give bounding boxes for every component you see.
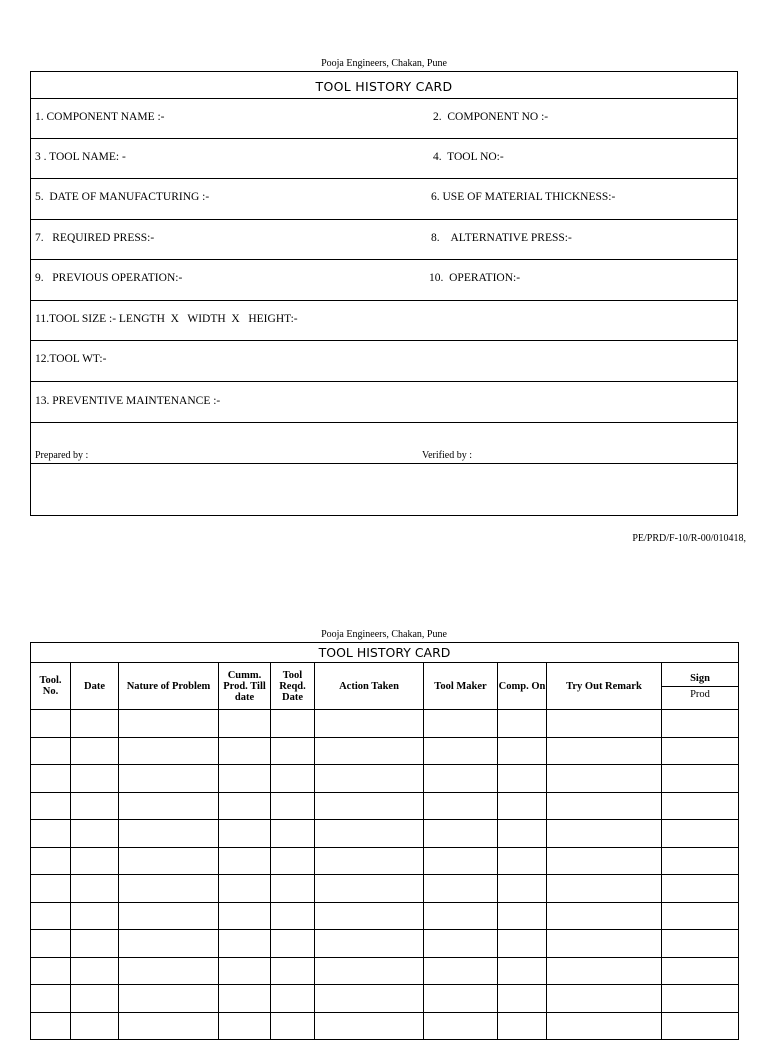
tool-size-label: 11.TOOL SIZE :- LENGTH X WIDTH X HEIGHT:-: [35, 313, 298, 325]
table-cell[interactable]: [424, 902, 498, 930]
table-cell[interactable]: [424, 847, 498, 875]
table-cell[interactable]: [31, 902, 71, 930]
table-cell[interactable]: [547, 957, 662, 985]
table-cell[interactable]: [219, 765, 271, 793]
table-cell[interactable]: [219, 820, 271, 848]
table-cell[interactable]: [219, 1012, 271, 1040]
table-cell[interactable]: [219, 985, 271, 1013]
sign-prod-subheader: Prod: [690, 689, 710, 700]
table-cell[interactable]: [219, 737, 271, 765]
table-cell[interactable]: [547, 930, 662, 958]
col-date: Date: [71, 663, 119, 710]
date-of-manufacturing-label: 5. DATE OF MANUFACTURING :-: [35, 191, 210, 203]
table-cell[interactable]: [424, 820, 498, 848]
table-cell[interactable]: [271, 902, 315, 930]
table-cell[interactable]: [662, 820, 739, 848]
table-cell[interactable]: [662, 957, 739, 985]
table-cell[interactable]: [219, 847, 271, 875]
table-cell[interactable]: [119, 820, 219, 848]
table-cell[interactable]: [662, 1012, 739, 1040]
table-cell[interactable]: [498, 930, 547, 958]
table-cell[interactable]: [424, 957, 498, 985]
table-cell[interactable]: [315, 710, 424, 738]
table-cell[interactable]: [119, 710, 219, 738]
table-row: [31, 710, 739, 738]
table-cell[interactable]: [315, 957, 424, 985]
table-cell[interactable]: [31, 792, 71, 820]
col-tool-maker: Tool Maker: [424, 663, 498, 710]
col-tool-no: Tool. No.: [31, 663, 71, 710]
table-cell[interactable]: [71, 820, 119, 848]
table-cell[interactable]: [424, 875, 498, 903]
table-cell[interactable]: [498, 737, 547, 765]
col-nature-of-problem: Nature of Problem: [119, 663, 219, 710]
table-cell[interactable]: [424, 792, 498, 820]
table-row: [31, 792, 739, 820]
table-cell[interactable]: [315, 792, 424, 820]
table-cell[interactable]: [547, 792, 662, 820]
table-row: [31, 1012, 739, 1040]
component-name-label: 1. COMPONENT NAME :-: [35, 111, 165, 123]
table-cell[interactable]: [271, 957, 315, 985]
form-row-3: [31, 178, 737, 220]
table-cell[interactable]: [119, 765, 219, 793]
table-cell[interactable]: [271, 710, 315, 738]
table-cell[interactable]: [424, 765, 498, 793]
table-cell[interactable]: [31, 820, 71, 848]
col-tool-reqd-date: Tool Reqd. Date: [271, 663, 315, 710]
table-cell[interactable]: [547, 985, 662, 1013]
table-row: [31, 820, 739, 848]
form-title: TOOL HISTORY CARD: [315, 79, 453, 94]
table-cell[interactable]: [271, 737, 315, 765]
table-cell[interactable]: [119, 957, 219, 985]
table-cell[interactable]: [498, 820, 547, 848]
table-cell[interactable]: [271, 820, 315, 848]
col-try-out-remark: Try Out Remark: [547, 663, 662, 710]
table-cell[interactable]: [71, 847, 119, 875]
table-cell[interactable]: [547, 710, 662, 738]
table-cell[interactable]: [662, 930, 739, 958]
signature-space: [31, 463, 737, 516]
table-cell[interactable]: [31, 930, 71, 958]
table-cell[interactable]: [31, 765, 71, 793]
table-cell[interactable]: [547, 902, 662, 930]
table-cell[interactable]: [71, 765, 119, 793]
table-cell[interactable]: [315, 930, 424, 958]
table-cell[interactable]: [271, 985, 315, 1013]
col-action-taken: Action Taken: [315, 663, 424, 710]
table-cell[interactable]: [119, 792, 219, 820]
sign-header: Sign: [662, 672, 738, 687]
table-cell[interactable]: [71, 957, 119, 985]
table-cell[interactable]: [424, 737, 498, 765]
form-row-5: [31, 259, 737, 301]
table-cell[interactable]: [31, 957, 71, 985]
table-cell[interactable]: [71, 875, 119, 903]
table-cell[interactable]: [424, 710, 498, 738]
table-row: [31, 847, 739, 875]
table-cell[interactable]: [498, 710, 547, 738]
table-cell[interactable]: [31, 875, 71, 903]
component-no-label: 2. COMPONENT NO :-: [433, 111, 549, 123]
table-cell[interactable]: [31, 710, 71, 738]
table-cell[interactable]: [498, 792, 547, 820]
table-title: TOOL HISTORY CARD: [31, 643, 739, 663]
table-cell[interactable]: [662, 847, 739, 875]
table-cell[interactable]: [547, 765, 662, 793]
table-cell[interactable]: [315, 902, 424, 930]
table-cell[interactable]: [71, 710, 119, 738]
table-cell[interactable]: [424, 930, 498, 958]
table-cell[interactable]: [662, 902, 739, 930]
table-cell[interactable]: [315, 765, 424, 793]
prepared-by-label: Prepared by :: [35, 450, 89, 461]
table-cell[interactable]: [271, 792, 315, 820]
table-cell[interactable]: [119, 930, 219, 958]
table-cell[interactable]: [498, 765, 547, 793]
table-cell[interactable]: [71, 985, 119, 1013]
tool-name-label: 3 . TOOL NAME: -: [35, 151, 126, 163]
table-cell[interactable]: [271, 875, 315, 903]
tool-history-form: [30, 71, 738, 516]
table-cell[interactable]: [31, 1012, 71, 1040]
table-cell[interactable]: [315, 985, 424, 1013]
table-row: [31, 765, 739, 793]
table-cell[interactable]: [315, 1012, 424, 1040]
tool-history-log-table: [30, 642, 739, 1040]
table-cell[interactable]: [219, 902, 271, 930]
material-thickness-label: 6. USE OF MATERIAL THICKNESS:-: [431, 191, 616, 203]
table-cell[interactable]: [315, 737, 424, 765]
table-cell[interactable]: [219, 957, 271, 985]
table-cell[interactable]: [498, 985, 547, 1013]
table-cell[interactable]: [315, 820, 424, 848]
table-cell[interactable]: [547, 820, 662, 848]
table-cell[interactable]: [71, 737, 119, 765]
tool-no-label: 4. TOOL NO:-: [433, 151, 504, 163]
table-cell[interactable]: [662, 765, 739, 793]
table-row: [31, 902, 739, 930]
table-cell[interactable]: [547, 1012, 662, 1040]
col-comp-on: Comp. On: [498, 663, 547, 710]
table-cell[interactable]: [424, 985, 498, 1013]
form-row-1: [31, 98, 737, 139]
form-row-8: [31, 381, 737, 423]
preventive-maintenance-label: 13. PREVENTIVE MAINTENANCE :-: [35, 395, 221, 407]
verified-by-label: Verified by :: [422, 450, 472, 461]
table-cell[interactable]: [315, 875, 424, 903]
table-cell[interactable]: [547, 847, 662, 875]
previous-operation-label: 9. PREVIOUS OPERATION:-: [35, 272, 183, 284]
table-cell[interactable]: [31, 737, 71, 765]
table-cell[interactable]: [31, 985, 71, 1013]
table-row: [31, 930, 739, 958]
company-name-2: Pooja Engineers, Chakan, Pune: [321, 629, 447, 640]
table-cell[interactable]: [219, 875, 271, 903]
table-cell[interactable]: [71, 1012, 119, 1040]
table-cell[interactable]: [498, 1012, 547, 1040]
tool-weight-label: 12.TOOL WT:-: [35, 353, 107, 365]
table-cell[interactable]: [498, 847, 547, 875]
table-cell[interactable]: [662, 875, 739, 903]
table-cell[interactable]: [219, 792, 271, 820]
col-sign: [662, 663, 739, 710]
form-row-2: [31, 138, 737, 179]
table-row: [31, 957, 739, 985]
table-cell[interactable]: [71, 930, 119, 958]
table-cell[interactable]: [71, 902, 119, 930]
signature-row: [31, 422, 737, 464]
col-cumm-prod: Cumm. Prod. Till date: [219, 663, 271, 710]
table-cell[interactable]: [547, 737, 662, 765]
table-cell[interactable]: [31, 847, 71, 875]
log-body: [31, 710, 739, 1040]
form-row-4: [31, 219, 737, 260]
table-cell[interactable]: [119, 902, 219, 930]
table-row: [31, 875, 739, 903]
table-cell[interactable]: [498, 875, 547, 903]
company-name: Pooja Engineers, Chakan, Pune: [321, 58, 447, 69]
form-row-7: [31, 340, 737, 382]
table-cell[interactable]: [219, 930, 271, 958]
table-cell[interactable]: [119, 737, 219, 765]
table-cell[interactable]: [119, 1012, 219, 1040]
table-cell[interactable]: [424, 1012, 498, 1040]
form-row-6: [31, 300, 737, 341]
table-cell[interactable]: [547, 875, 662, 903]
table-cell[interactable]: [662, 792, 739, 820]
table-cell[interactable]: [271, 765, 315, 793]
table-cell[interactable]: [119, 985, 219, 1013]
table-cell[interactable]: [271, 930, 315, 958]
table-cell[interactable]: [662, 985, 739, 1013]
table-cell[interactable]: [498, 902, 547, 930]
operation-label: 10. OPERATION:-: [429, 272, 521, 284]
table-cell[interactable]: [662, 737, 739, 765]
table-cell[interactable]: [119, 875, 219, 903]
table-row: [31, 985, 739, 1013]
alternative-press-label: 8. ALTERNATIVE PRESS:-: [431, 232, 572, 244]
table-cell[interactable]: [315, 847, 424, 875]
table-cell[interactable]: [662, 710, 739, 738]
table-cell[interactable]: [271, 1012, 315, 1040]
required-press-label: 7. REQUIRED PRESS:-: [35, 232, 155, 244]
table-cell[interactable]: [498, 957, 547, 985]
table-cell[interactable]: [219, 710, 271, 738]
table-row: [31, 737, 739, 765]
document-code: PE/PRD/F-10/R-00/010418,: [632, 533, 746, 544]
table-cell[interactable]: [71, 792, 119, 820]
table-cell[interactable]: [271, 847, 315, 875]
table-cell[interactable]: [119, 847, 219, 875]
